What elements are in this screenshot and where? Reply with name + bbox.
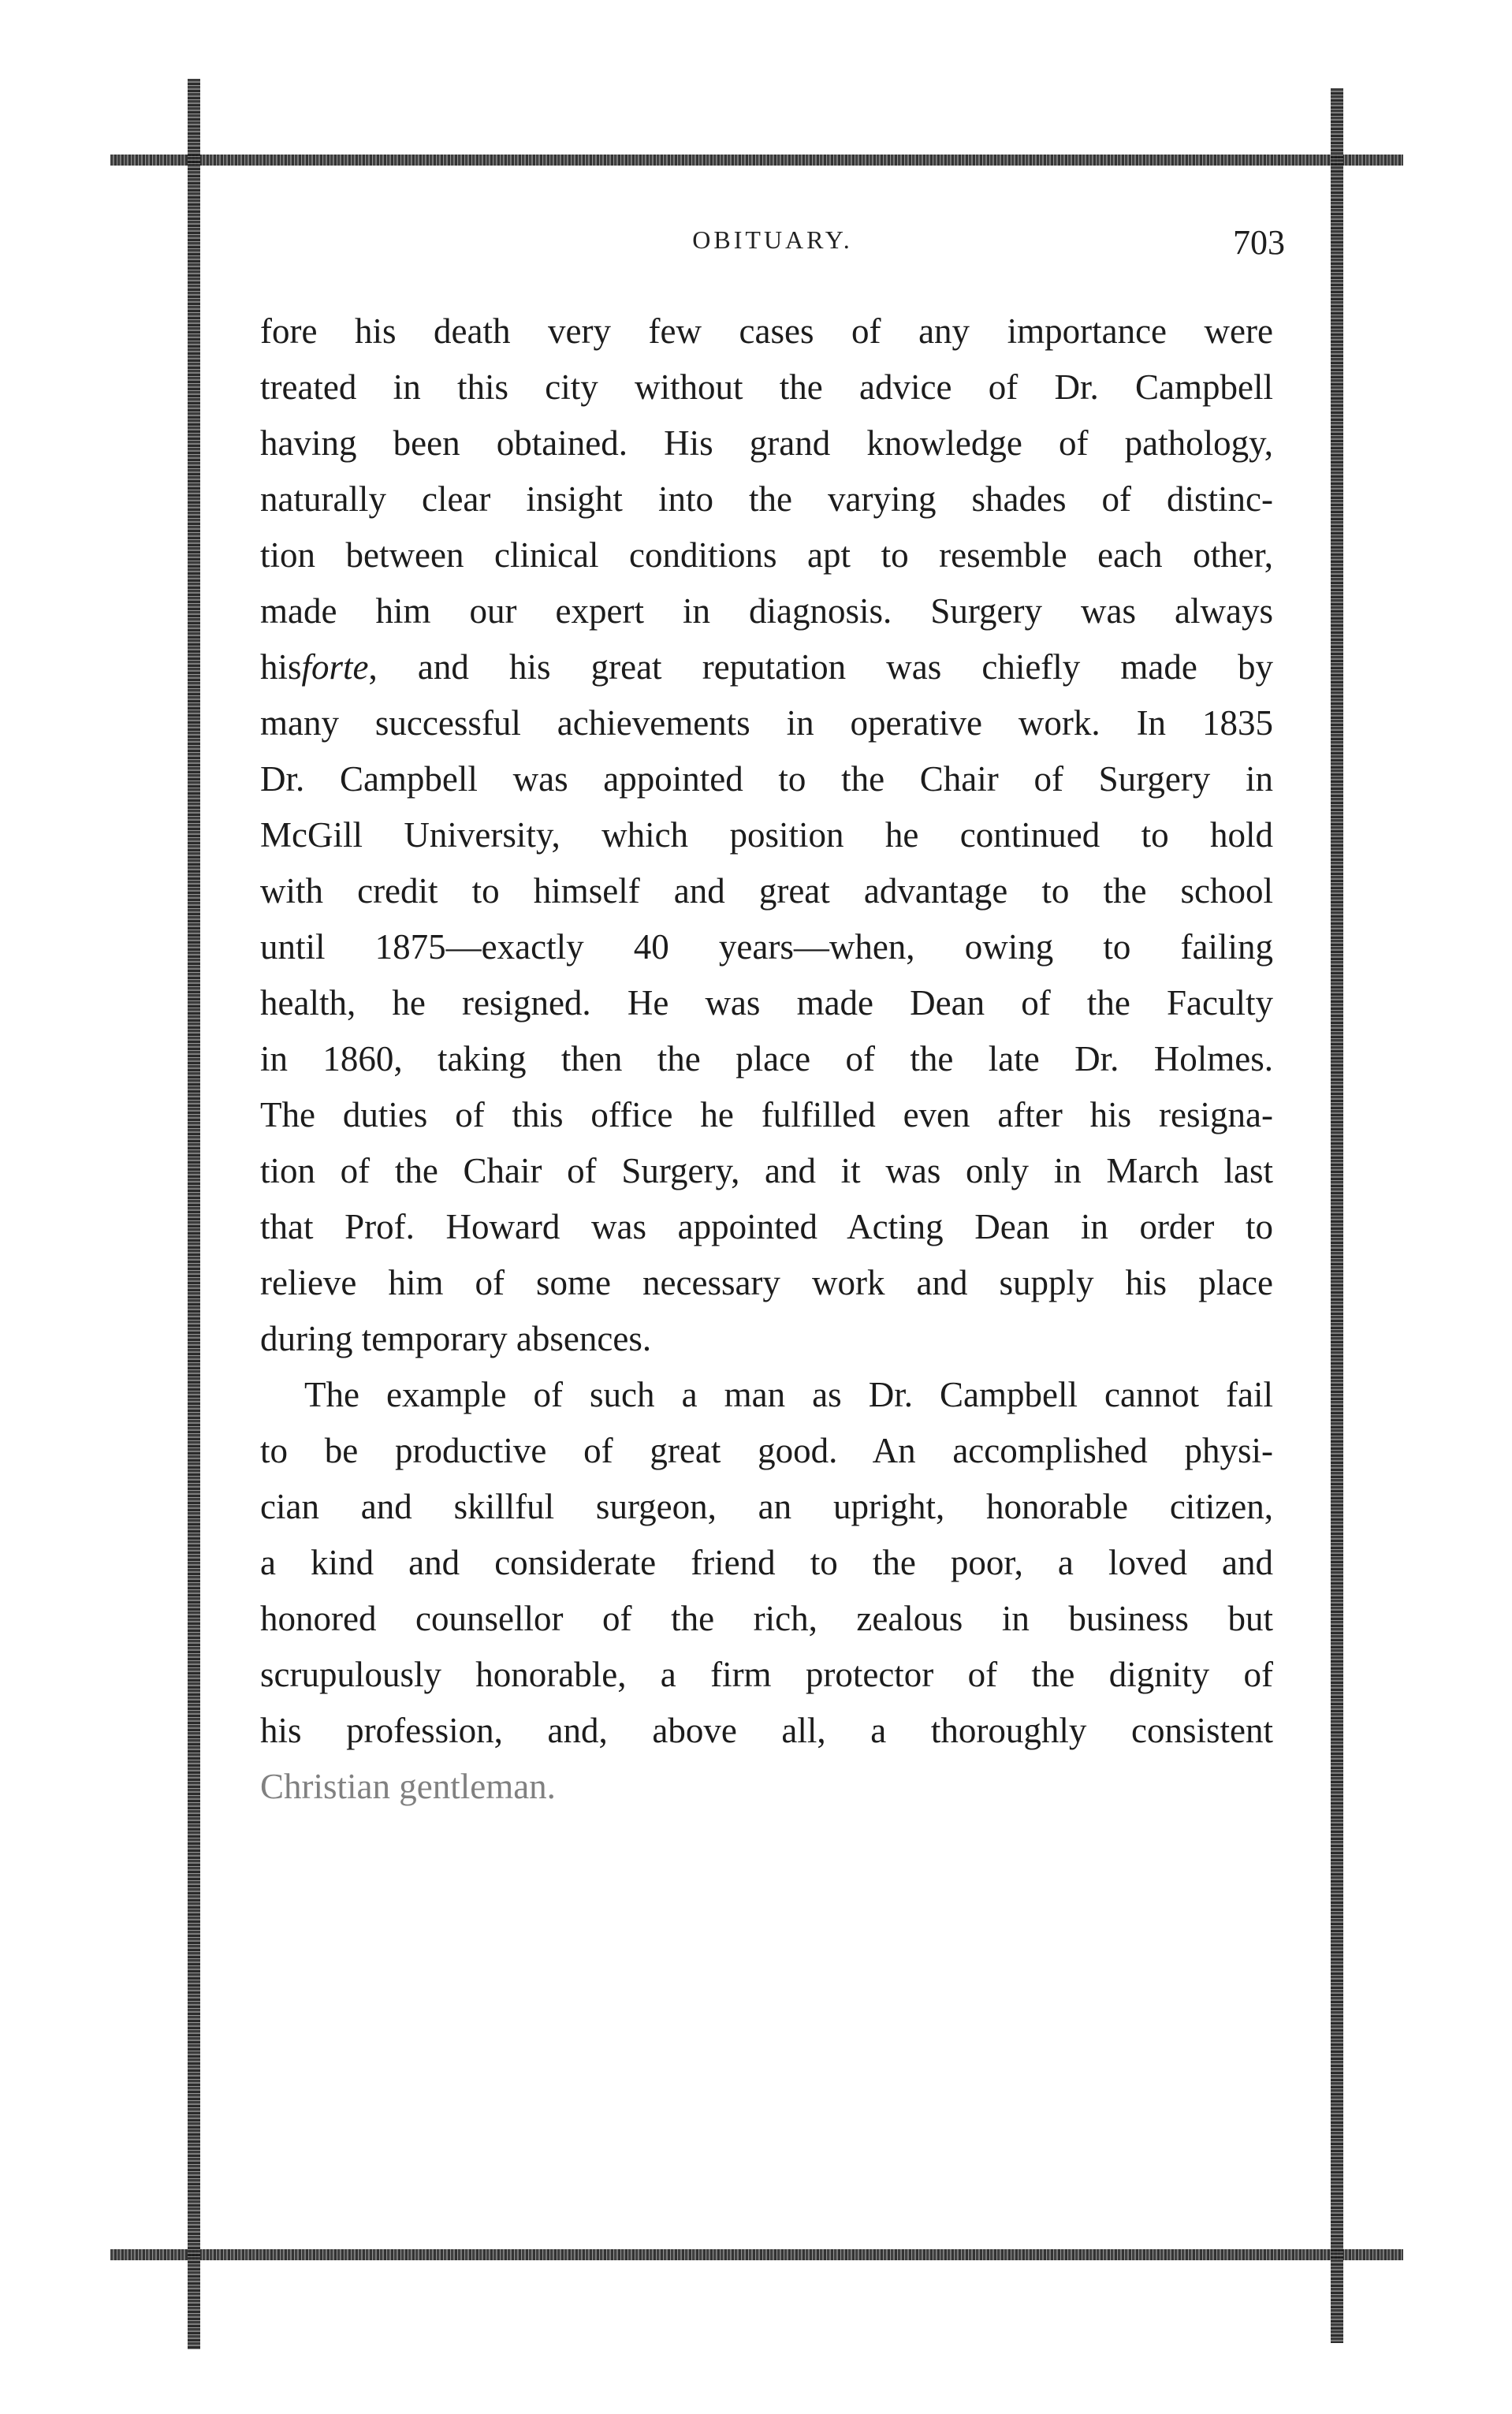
text-line: treated in this city without the advice of Dr. Campbell xyxy=(260,367,1273,407)
text-line: scrupulously honorable, a firm protector of the dignity of xyxy=(260,1655,1273,1694)
text-line: relieve him of some necessary work and supply his place xyxy=(260,1263,1273,1302)
text-fragment: his xyxy=(260,647,302,687)
text-line: McGill University, which position he continued to hold xyxy=(260,815,1273,855)
page-number: 703 xyxy=(1233,223,1285,262)
text-line: having been obtained. His grand knowledge of pathology, xyxy=(260,423,1273,463)
text-line: made him our expert in diagnosis. Surgery was always xyxy=(260,591,1273,631)
paragraph-end-line: Christian gentleman. xyxy=(260,1767,556,1806)
paragraph-start-line: The example of such a man as Dr. Campbell cannot fail xyxy=(304,1375,1273,1414)
text-line: until 1875—exactly 40 years—when, owing to failing xyxy=(260,927,1273,967)
text-line: fore his death very few cases of any importance were xyxy=(260,311,1273,351)
running-title: OBITUARY. xyxy=(692,225,853,254)
text-line: a kind and considerate friend to the poor, a loved and xyxy=(260,1543,1273,1582)
top-border-rule xyxy=(110,155,1403,166)
text-line: many successful achievements in operative work. In 1835 xyxy=(260,703,1273,743)
running-header xyxy=(260,222,1285,270)
text-fragment: , and his great reputation was chiefly made by xyxy=(368,647,1273,687)
right-border-rule xyxy=(1331,88,1343,2343)
text-line: cian and skillful surgeon, an upright, honorable citizen, xyxy=(260,1487,1273,1526)
text-line: with credit to himself and great advantage to the school xyxy=(260,871,1273,911)
text-line: tion of the Chair of Surgery, and it was only in March last xyxy=(260,1151,1273,1190)
italic-word: forte xyxy=(301,647,369,687)
text-line: naturally clear insight into the varying shades of distinc- xyxy=(260,479,1273,519)
text-line: that Prof. Howard was appointed Acting Dean in order to xyxy=(260,1207,1273,1246)
text-line: in 1860, taking then the place of the late Dr. Holmes. xyxy=(260,1039,1273,1078)
text-line: Dr. Campbell was appointed to the Chair of Surgery in xyxy=(260,759,1273,799)
text-line: his profession, and, above all, a thoroughly consistent xyxy=(260,1711,1273,1750)
text-line-mixed xyxy=(260,639,1273,695)
text-line: honored counsellor of the rich, zealous in business but xyxy=(260,1599,1273,1638)
bottom-border-rule xyxy=(110,2249,1403,2260)
text-line: health, he resigned. He was made Dean of the Faculty xyxy=(260,983,1273,1023)
left-border-rule xyxy=(188,79,200,2349)
text-line: to be productive of great good. An accomplished physi- xyxy=(260,1431,1273,1470)
text-line: tion between clinical conditions apt to resemble each other, xyxy=(260,535,1273,575)
text-line: The duties of this office he fulfilled even after his resigna- xyxy=(260,1095,1273,1134)
obituary-body xyxy=(260,304,1273,1815)
paragraph-end-line: during temporary absences. xyxy=(260,1319,652,1358)
